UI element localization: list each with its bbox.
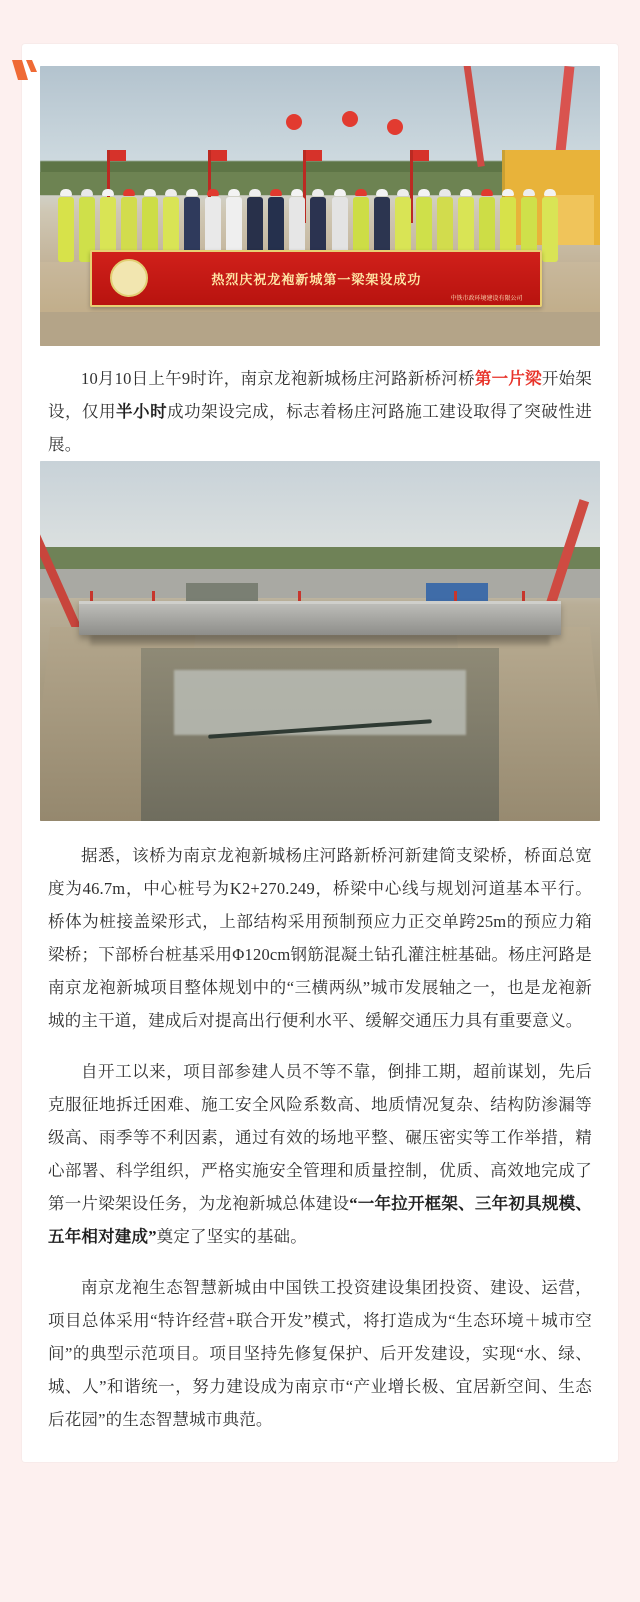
- p3-seg-highlight-bold: “一年拉开框架、三年初具规模、五年相对建成”: [48, 1194, 592, 1246]
- photo-girder-canvas: [40, 461, 600, 821]
- paragraph-3: [48, 1055, 592, 1253]
- road: [40, 312, 600, 346]
- p1-seg-highlight-red: 第一片梁: [474, 369, 542, 388]
- p1-seg-highlight-bold: 半小时: [116, 402, 168, 421]
- paragraph-2: [48, 839, 592, 1037]
- article-page: [0, 44, 640, 1602]
- paragraph-1: [48, 362, 592, 461]
- p3-seg-1: 自开工以来，项目部参建人员不等不靠，倒排工期，超前谋划，先后克服征地拆迁困难、施工安全风险系数高、地质情况复杂、结构防渗漏等级高、雨季等不利因素，通过有效的场地平整、碾压密实等工作举措，精心部署、科学组织，严格实施安全管理和质量控制，优质、高效地完成了第一片梁架设任务，为龙袍新城总体建设: [48, 1062, 592, 1213]
- water-surface: [174, 670, 465, 735]
- photo-ceremony-canvas: [40, 66, 600, 346]
- article-card: [22, 44, 618, 1462]
- p1-seg-5: 成功架设完成，标志着杨庄河路施工建设取得了突破性进展。: [48, 402, 592, 454]
- p4-seg-1: 南京龙袍生态智慧新城由中国铁工投资建设集团投资、建设、运营，项目总体采用“特许经营+联合开发”模式，将打造成为“生态环境＋城市空间”的典型示范项目。项目坚持先修复保护、后开发建设，实现“水、绿、城、人”和谐统一，努力建设成为南京市“产业增长极、宜居新空间、生态后花园”的生态智慧城市典范。: [48, 1278, 592, 1429]
- photo-girder: [40, 461, 600, 821]
- p1-seg-3: 开始架设，仅用: [48, 369, 592, 421]
- banner-subtext: 中铁市政环境建设有限公司: [450, 296, 523, 303]
- concrete-girder: [79, 601, 561, 635]
- p1-seg-1: 10月10日上午9时许，南京龙袍新城杨庄河路新桥河桥: [81, 369, 475, 388]
- company-logo-icon: [110, 259, 148, 297]
- girder-shadow: [90, 634, 549, 645]
- celebration-banner: [90, 250, 542, 307]
- photo-ceremony: [40, 44, 600, 346]
- site-wall: [40, 569, 600, 598]
- paragraph-4: [48, 1271, 592, 1436]
- p2-seg-1: 据悉，该桥为南京龙袍新城杨庄河路新桥河新建简支梁桥，桥面总宽度为46.7m，中心桩号为K2+270.249，桥梁中心线与规划河道基本平行。桥体为桩接盖梁形式，上部结构采用预制预应力正交单跨25m的预应力箱梁桥；下部桥台桩基采用Φ120cm钢筋混凝土钻孔灌注桩基础。杨庄河路是南京龙袍新城项目整体规划中的“三横两纵”城市发展轴之一，也是龙袍新城的主干道，建成后对提高出行便利水平、缓解交通压力具有重要意义。: [48, 846, 592, 1030]
- p3-seg-3: 奠定了坚实的基础。: [156, 1227, 307, 1246]
- banner-text: 热烈庆祝龙袍新城第一梁架设成功: [211, 271, 422, 287]
- balloon: [286, 114, 302, 130]
